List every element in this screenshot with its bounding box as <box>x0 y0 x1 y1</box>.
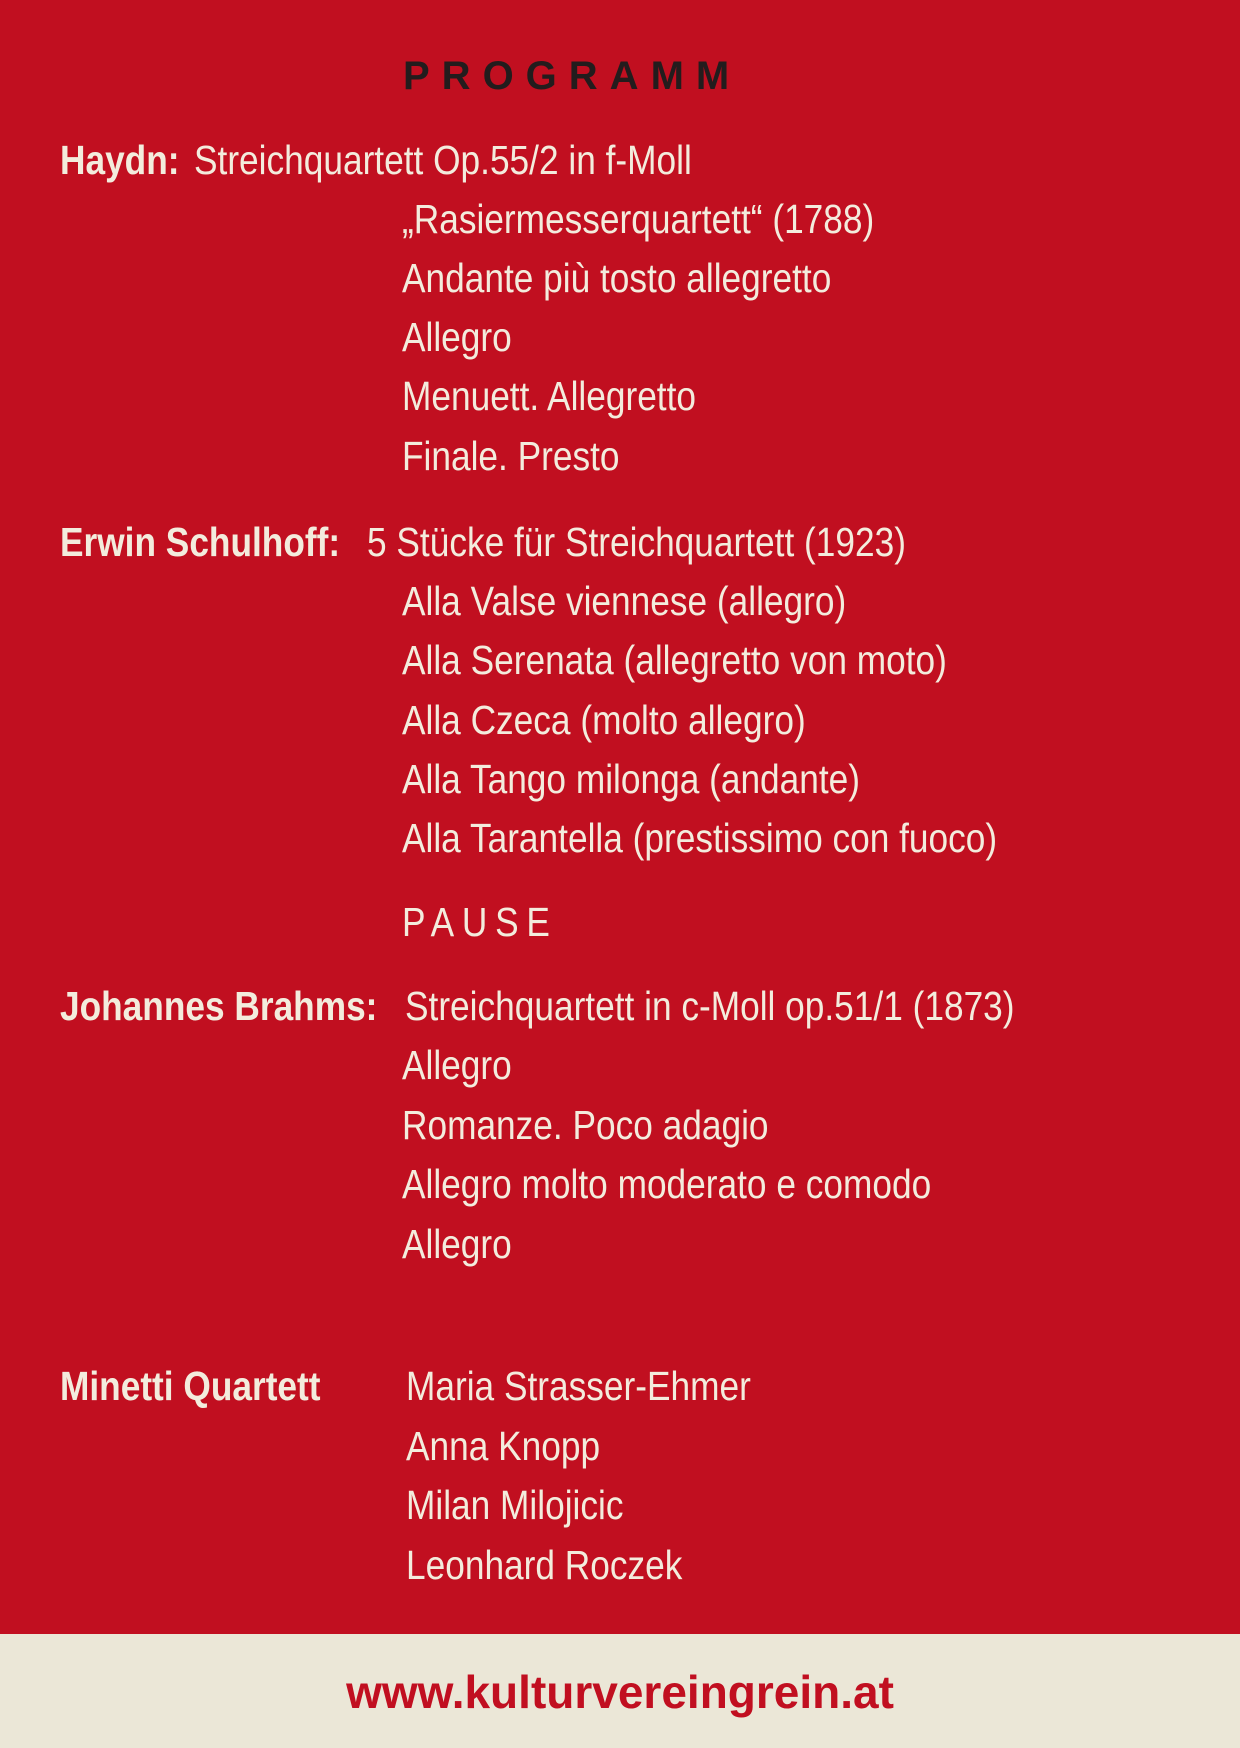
movement-schulhoff-2: Alla Serenata (allegretto von moto) <box>402 637 947 683</box>
movement-schulhoff-5: Alla Tarantella (prestissimo con fuoco) <box>402 815 998 861</box>
program-heading: PROGRAMM <box>403 54 742 98</box>
movement-brahms-4: Allegro <box>402 1221 512 1267</box>
pause-label: PAUSE <box>402 899 558 945</box>
ensemble-member-2: Anna Knopp <box>406 1423 601 1469</box>
website-link[interactable]: www.kulturvereingrein.at <box>346 1666 894 1718</box>
ensemble-name: Minetti Quartett <box>60 1363 321 1409</box>
ensemble-member-4: Leonhard Roczek <box>406 1542 683 1588</box>
movement-schulhoff-3: Alla Czeca (molto allegro) <box>402 697 806 743</box>
movement-haydn-1: „Rasiermesserquartett“ (1788) <box>402 196 875 242</box>
composer-haydn: Haydn: <box>60 137 180 183</box>
movement-schulhoff-1: Alla Valse viennese (allegro) <box>402 578 847 624</box>
movement-haydn-4: Menuett. Allegretto <box>402 373 697 419</box>
work-title-brahms: Streichquartett in c-Moll op.51/1 (1873) <box>405 983 1015 1029</box>
ensemble-member-1: Maria Strasser-Ehmer <box>406 1363 751 1409</box>
composer-brahms: Johannes Brahms: <box>60 983 378 1029</box>
ensemble-member-3: Milan Milojicic <box>406 1482 624 1528</box>
work-title-schulhoff: 5 Stücke für Streichquartett (1923) <box>367 519 906 565</box>
footer-bar <box>0 1634 1240 1748</box>
movement-schulhoff-4: Alla Tango milonga (andante) <box>402 756 861 802</box>
movement-brahms-2: Romanze. Poco adagio <box>402 1102 769 1148</box>
movement-haydn-3: Allegro <box>402 314 512 360</box>
movement-haydn-5: Finale. Presto <box>402 433 620 479</box>
movement-brahms-1: Allegro <box>402 1042 512 1088</box>
movement-brahms-3: Allegro molto moderato e comodo <box>402 1161 932 1207</box>
composer-schulhoff: Erwin Schulhoff: <box>60 519 341 565</box>
movement-haydn-2: Andante più tosto allegretto <box>402 255 832 301</box>
work-title-haydn: Streichquartett Op.55/2 in f-Moll <box>194 137 692 183</box>
